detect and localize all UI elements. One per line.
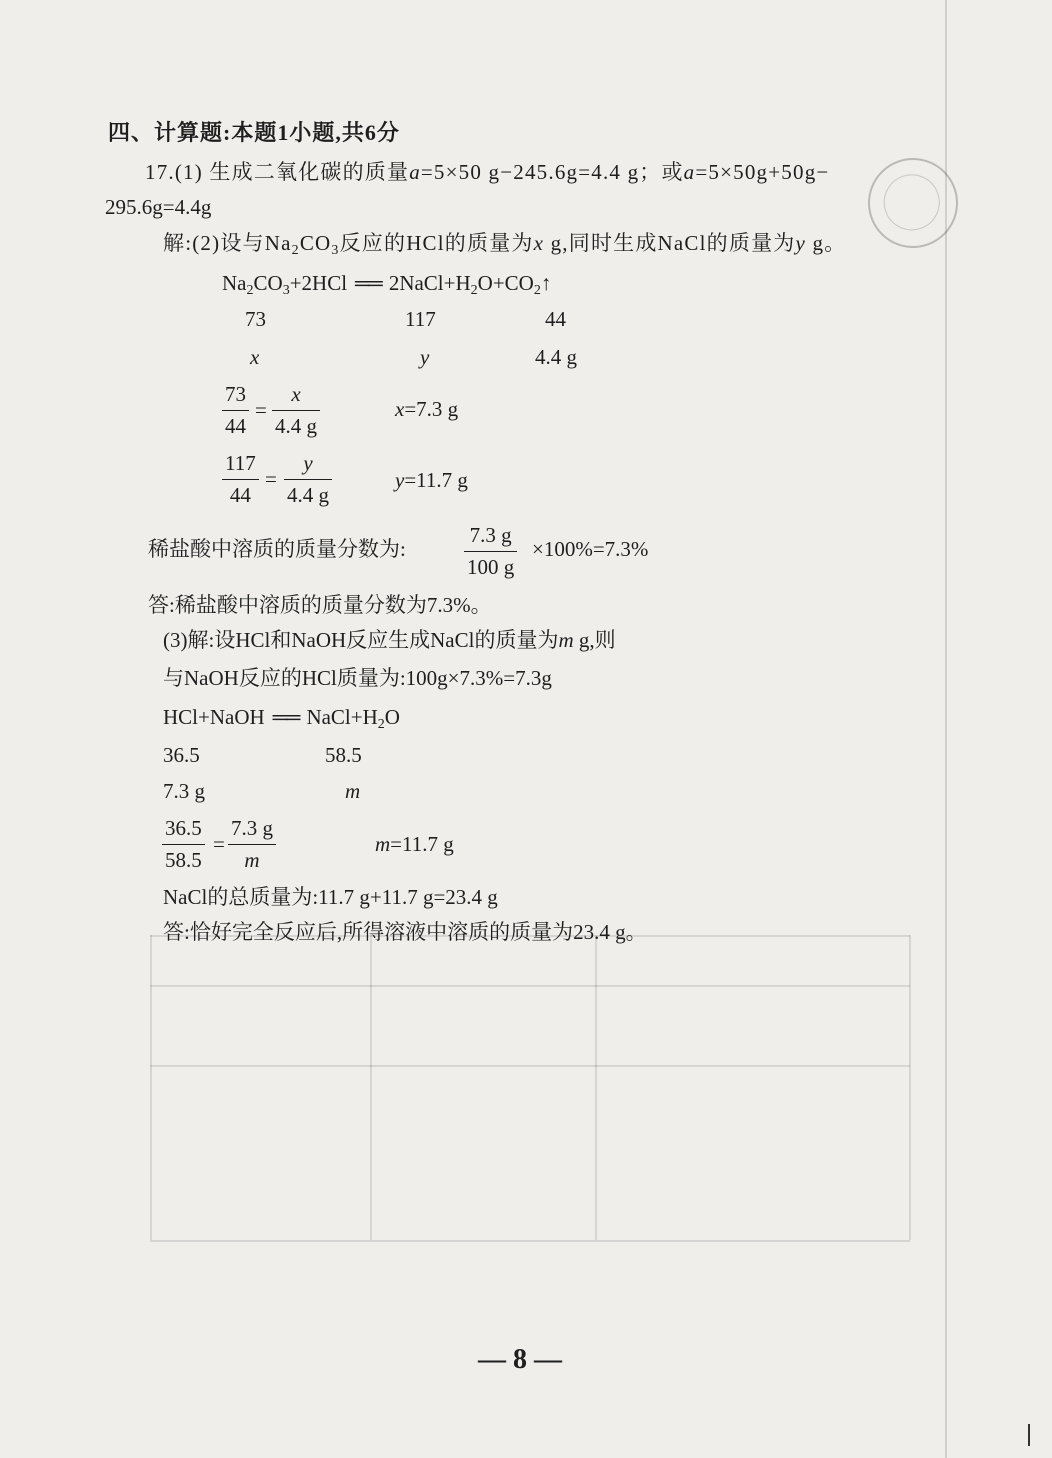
fraction-x-4.4g xyxy=(272,381,320,439)
denominator: 58.5 xyxy=(165,848,202,872)
denominator: 4.4 g xyxy=(287,483,329,507)
fraction-73-44 xyxy=(222,381,249,439)
subscript: 2 xyxy=(246,283,254,298)
reaction-equals-sign: ══ xyxy=(272,705,299,729)
variable-a: a xyxy=(683,160,696,184)
reaction-equals-sign: ══ xyxy=(355,271,381,295)
result-m xyxy=(375,831,454,857)
text-segment: g,则 xyxy=(573,628,616,652)
text-segment: 2NaCl+H xyxy=(388,271,471,295)
text-segment: 17.(1) 生成二氧化碳的质量 xyxy=(145,160,410,184)
molar-mass-117: 117 xyxy=(405,307,436,331)
result-y xyxy=(395,467,468,493)
numerator: x xyxy=(291,382,301,406)
numerator: 36.5 xyxy=(165,816,202,840)
numerator: 7.3 g xyxy=(231,816,273,840)
fraction-bar xyxy=(228,844,276,845)
fraction-bar xyxy=(464,551,517,552)
total-nacl-mass: NaCl的总质量为:11.7 g+11.7 g=23.4 g xyxy=(163,885,498,909)
fraction-bar xyxy=(222,410,249,411)
text-segment: CO xyxy=(299,231,332,255)
text-segment: O+CO xyxy=(477,271,534,295)
text-segment: CO xyxy=(253,271,283,295)
variable-a: a xyxy=(409,160,421,184)
fraction-y-4.4g xyxy=(284,450,332,508)
unknown-y: y xyxy=(420,345,430,369)
variable-x: x xyxy=(533,231,545,255)
text-segment: Na xyxy=(222,271,247,295)
part3-hcl-mass: 与NaOH反应的HCl质量为:100g×7.3%=7.3g xyxy=(163,666,552,690)
text-segment: =11.7 g xyxy=(390,832,454,856)
numerator: y xyxy=(303,451,313,475)
reaction-equation-2 xyxy=(163,704,400,730)
fraction-bar xyxy=(162,844,205,845)
variable-x: x xyxy=(395,397,405,421)
unknown-x: x xyxy=(250,345,260,369)
reactants xyxy=(222,271,348,298)
subscript: 3 xyxy=(282,283,290,298)
variable-m: m xyxy=(558,628,574,652)
variable-y: y xyxy=(395,468,405,492)
molar-mass-36.5: 36.5 xyxy=(163,743,200,767)
subscript: 3 xyxy=(331,243,340,258)
text-segment: g。 xyxy=(806,231,847,255)
reactants: HCl+NaOH xyxy=(163,705,265,729)
text-segment: NaCl+H xyxy=(306,705,378,729)
text-segment: =5×50g+50g− xyxy=(695,160,830,184)
numerator: 7.3 g xyxy=(469,523,512,547)
page-number: — 8 — xyxy=(478,1344,562,1375)
part1-line-continued: 295.6g=4.4g xyxy=(105,195,212,219)
fraction-117-44 xyxy=(222,450,259,508)
subscript: 2 xyxy=(291,243,300,258)
edge-mark xyxy=(1028,1424,1030,1446)
products xyxy=(388,271,552,298)
fraction-36.5-58.5 xyxy=(162,815,205,873)
known-mass-hcl: 7.3 g xyxy=(163,779,205,803)
molar-mass-58.5: 58.5 xyxy=(325,743,362,767)
mass-fraction-label: 稀盐酸中溶质的质量分数为: xyxy=(148,537,406,561)
products xyxy=(306,705,400,732)
denominator: 100 g xyxy=(467,555,515,579)
subscript: 2 xyxy=(377,717,385,732)
subscript: 2 xyxy=(470,283,478,298)
text-segment: =7.3 g xyxy=(404,397,459,421)
fraction-bar xyxy=(284,479,332,480)
text-segment: 反应的HCl的质量为 xyxy=(339,231,534,255)
text-segment: =5×50 g−245.6g=4.4 g；或 xyxy=(420,160,684,184)
text-segment: O xyxy=(384,705,400,729)
gas-arrow: ↑ xyxy=(540,271,552,295)
mass-fraction-result: ×100%=7.3% xyxy=(532,537,649,561)
molar-mass-73: 73 xyxy=(245,307,266,331)
answer-2: 答:恰好完全反应后,所得溶液中溶质的质量为23.4 g。 xyxy=(163,920,647,944)
answer-1: 答:稀盐酸中溶质的质量分数为7.3%。 xyxy=(148,593,492,617)
text-segment: 解:(2)设与Na xyxy=(163,231,292,255)
known-mass-co2: 4.4 g xyxy=(535,345,577,369)
fraction-7.3g-m xyxy=(228,815,276,873)
unknown-m: m xyxy=(345,779,361,803)
stamp-seal xyxy=(856,146,969,259)
text-segment: +2HCl xyxy=(289,271,348,295)
part3-setup-line xyxy=(163,627,616,653)
reaction-equation-1 xyxy=(222,270,551,296)
subscript: 2 xyxy=(533,283,541,298)
part1-line xyxy=(145,159,829,185)
fraction-bar xyxy=(272,410,320,411)
equals-sign: = xyxy=(255,398,267,422)
denominator: 44 xyxy=(225,414,246,438)
numerator: 117 xyxy=(225,451,256,475)
molar-mass-44: 44 xyxy=(545,307,566,331)
numerator: 73 xyxy=(225,382,246,406)
text-segment: =11.7 g xyxy=(404,468,468,492)
text-segment: (3)解:设HCl和NaOH反应生成NaCl的质量为 xyxy=(163,628,559,652)
equals-sign: = xyxy=(265,467,277,491)
stamp-inner-ring xyxy=(876,167,947,238)
denominator: m xyxy=(244,848,260,872)
denominator: 4.4 g xyxy=(275,414,317,438)
equals-sign: = xyxy=(213,832,225,856)
result-x xyxy=(395,396,458,422)
variable-m: m xyxy=(375,832,391,856)
part2-setup-line xyxy=(163,230,846,256)
section-heading: 四、计算题:本题1小题,共6分 xyxy=(108,120,400,145)
denominator: 44 xyxy=(229,483,251,507)
fraction-bar xyxy=(222,479,259,480)
variable-y: y xyxy=(795,231,806,255)
fraction-7.3g-100g xyxy=(464,522,517,580)
text-segment: g,同时生成NaCl的质量为 xyxy=(544,231,796,255)
